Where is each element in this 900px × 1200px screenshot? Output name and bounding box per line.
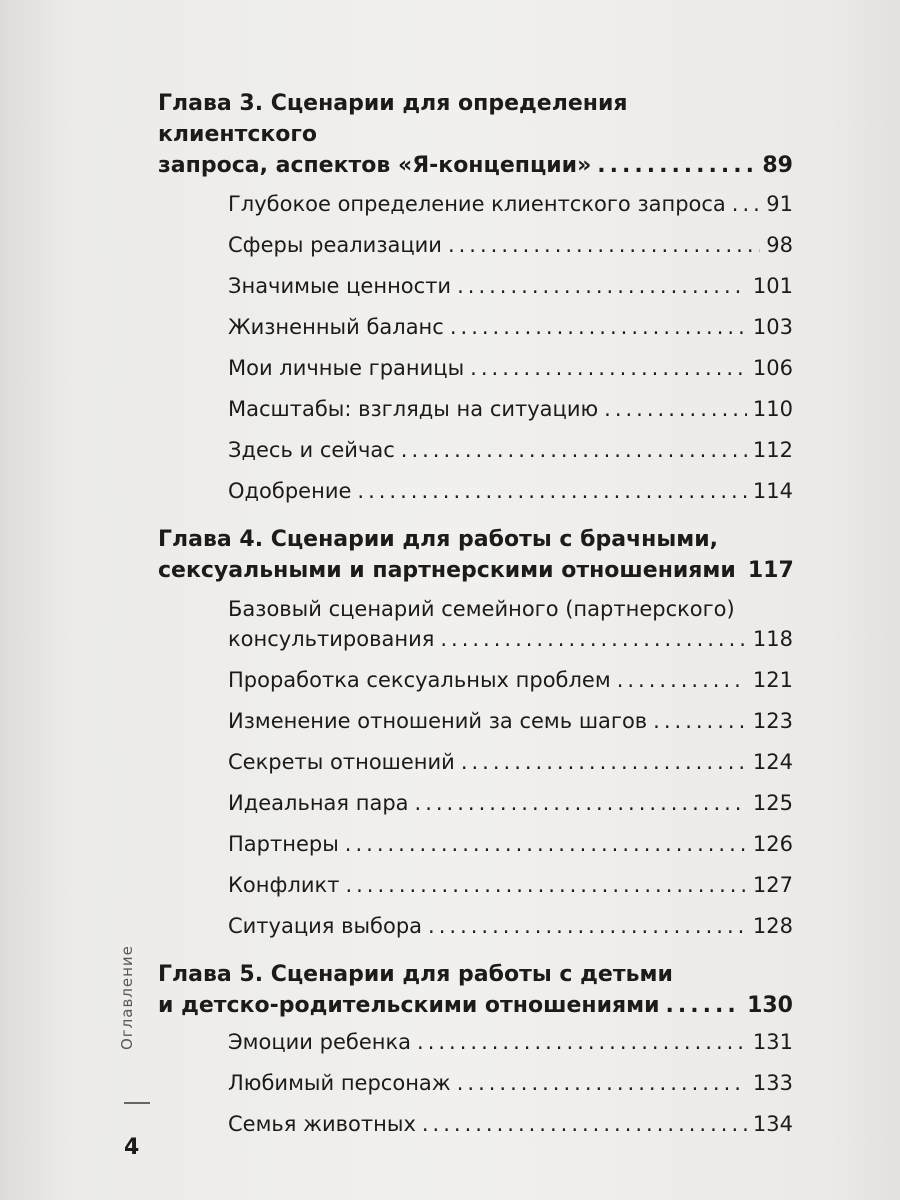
dot-leader <box>457 271 747 301</box>
toc-entry <box>228 1068 793 1098</box>
toc-entry <box>228 829 793 859</box>
entry-page: 128 <box>752 914 793 938</box>
chapter-title-line1: Глава 5. Сценарии для работы с детьми <box>158 962 673 987</box>
entry-title: Идеальная пара <box>228 791 409 815</box>
entry-title: консультирования <box>228 627 435 651</box>
chapter-title-line2: запроса, аспектов «Я-концепции» <box>158 153 592 178</box>
running-head: Оглавление <box>118 945 136 1050</box>
dot-leader <box>597 150 756 181</box>
entry-title: Глубокое определение клиентского запроса <box>228 192 726 216</box>
dot-leader <box>357 476 747 506</box>
entry-title: Конфликт <box>228 873 340 897</box>
entry-title: Одобрение <box>228 479 352 503</box>
entry-page: 127 <box>752 873 793 897</box>
entry-page: 133 <box>752 1071 793 1095</box>
toc-entry <box>228 271 793 301</box>
entry-title: Партнеры <box>228 832 339 856</box>
toc-entry <box>228 394 793 424</box>
chapter-page-number: 130 <box>747 993 793 1018</box>
entry-page: 106 <box>752 356 793 380</box>
margin-rule <box>124 1102 150 1104</box>
toc-entry <box>228 230 793 260</box>
entry-title: Семья животных <box>228 1112 416 1136</box>
entry-page: 114 <box>752 479 793 503</box>
chapter-title-line1: Глава 4. Сценарии для работы с брачными, <box>158 527 719 552</box>
chapter-5-heading <box>158 959 793 1021</box>
entry-page: 134 <box>752 1112 793 1136</box>
toc-entry <box>228 594 793 654</box>
entry-page: 110 <box>752 397 793 421</box>
entry-page: 121 <box>752 668 793 692</box>
entry-title: Эмоции ребенка <box>228 1030 412 1054</box>
toc-entry <box>228 435 793 465</box>
chapter-title-line2: и детско-родительскими отношениями <box>158 993 660 1018</box>
toc-entry <box>228 353 793 383</box>
entry-title: Жизненный баланс <box>228 315 444 339</box>
toc-entry <box>228 706 793 736</box>
toc-entry <box>228 665 793 695</box>
toc-entry <box>228 870 793 900</box>
dot-leader <box>457 1068 747 1098</box>
entry-page: 123 <box>752 709 793 733</box>
entry-title: Здесь и сейчас <box>228 438 395 462</box>
entry-page: 126 <box>752 832 793 856</box>
entry-title: Любимый персонаж <box>228 1071 451 1095</box>
entry-title: Значимые ценности <box>228 274 452 298</box>
entry-title: Проработка сексуальных проблем <box>228 668 611 692</box>
dot-leader <box>415 788 747 818</box>
entry-page: 124 <box>752 750 793 774</box>
entry-page: 101 <box>752 274 793 298</box>
dot-leader <box>666 990 742 1021</box>
dot-leader <box>450 312 747 342</box>
toc-entry <box>228 788 793 818</box>
entry-page: 91 <box>766 192 793 216</box>
entry-title: Сферы реализации <box>228 233 442 257</box>
chapter-4-heading <box>158 524 793 586</box>
entry-page: 131 <box>752 1030 793 1054</box>
dot-leader <box>653 706 747 736</box>
dot-leader <box>428 911 747 941</box>
toc-entry <box>228 1109 793 1139</box>
entry-title: Секреты отношений <box>228 750 455 774</box>
chapter-page-number: 89 <box>762 153 793 178</box>
toc-entry <box>228 189 793 219</box>
page-number: 4 <box>124 1135 140 1160</box>
entry-page: 98 <box>766 233 793 257</box>
toc-entry <box>228 911 793 941</box>
entry-title: Масштабы: взгляды на ситуацию <box>228 397 599 421</box>
entry-title: Ситуация выбора <box>228 914 423 938</box>
entry-title: Мои личные границы <box>228 356 465 380</box>
table-of-contents <box>158 88 793 1150</box>
dot-leader <box>732 189 760 219</box>
entry-title-line1: Базовый сценарий семейного (партнерского) <box>228 597 735 621</box>
dot-leader <box>422 1109 747 1139</box>
entry-title: Изменение отношений за семь шагов <box>228 709 648 733</box>
toc-entry <box>228 476 793 506</box>
chapter-page-number: 117 <box>747 558 794 583</box>
toc-entry <box>228 1027 793 1057</box>
entry-page: 118 <box>752 627 793 651</box>
chapter-title-line2: сексуальными и партнерскими отношениями <box>158 558 736 583</box>
toc-entry <box>228 312 793 342</box>
entry-page: 112 <box>752 438 793 462</box>
dot-leader <box>345 829 747 859</box>
dot-leader <box>617 665 747 695</box>
dot-leader <box>345 870 746 900</box>
dot-leader <box>401 435 747 465</box>
toc-entry <box>228 747 793 777</box>
dot-leader <box>440 624 747 654</box>
dot-leader <box>461 747 747 777</box>
dot-leader <box>448 230 760 260</box>
dot-leader <box>604 394 747 424</box>
entry-page: 103 <box>752 315 793 339</box>
dot-leader <box>417 1027 747 1057</box>
chapter-title-line1: Глава 3. Сценарии для определения клиентского <box>158 91 628 147</box>
dot-leader <box>470 353 747 383</box>
entry-page: 125 <box>752 791 793 815</box>
chapter-3-heading <box>158 88 793 181</box>
